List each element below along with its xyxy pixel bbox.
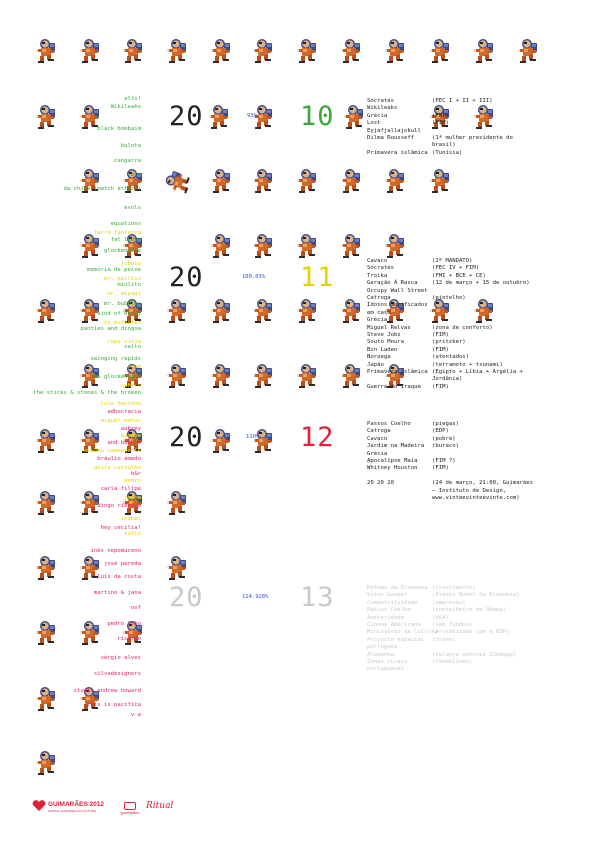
- event-name: Occupy Wall Street: [367, 287, 428, 294]
- event-note: (zona de conforto): [432, 324, 493, 331]
- percentage-label: 110%: [246, 434, 260, 440]
- event-note: Jordânia): [432, 376, 463, 383]
- astronaut-icon: [211, 428, 233, 454]
- credit-name: adhocracia: [107, 409, 141, 415]
- event-name: Austeridade: [367, 614, 405, 621]
- credit-name: salto: [124, 344, 141, 350]
- event-note: (piegas): [432, 421, 459, 427]
- event-name: Catroga: [367, 428, 391, 435]
- astronaut-icon: [430, 168, 452, 194]
- credit-name: sphere: [120, 383, 141, 389]
- credit-name: glockenwise: [103, 248, 141, 254]
- astronaut-icon: [167, 38, 189, 64]
- astronaut-icon: [211, 298, 233, 324]
- credit-name: ricardo: [117, 636, 141, 642]
- event-note: (Prémio Nobel da Economia): [432, 592, 520, 599]
- event-note: (pobre): [432, 435, 456, 442]
- astronaut-icon: [297, 38, 319, 64]
- event-note: (12 de março + 15 de outubro): [432, 280, 530, 287]
- event-note: www.vinteevinteevinte.com): [432, 495, 520, 501]
- credit-name: da chick (match attack): [63, 186, 141, 192]
- credit-name: bulota: [120, 143, 141, 149]
- credit-name: farra fanfarra: [93, 230, 141, 236]
- event-note: (Urano): [432, 636, 456, 643]
- event-name: Grécia: [367, 112, 388, 119]
- credit-name: lula hantene: [100, 401, 141, 407]
- event-name: Souto Moura: [367, 339, 405, 346]
- credit-name: luís da costa: [97, 574, 141, 580]
- credit-name: cangarra: [114, 158, 141, 164]
- astronaut-icon: [341, 363, 363, 389]
- astronaut-icon: [430, 38, 452, 64]
- event-name: Passos Coelho: [367, 607, 411, 614]
- astronaut-icon: [253, 428, 275, 454]
- astronaut-icon: [80, 38, 102, 64]
- credit-name: memória de peixe: [87, 267, 141, 273]
- credit-name: Wikileaks: [110, 104, 141, 110]
- event-name: Vítor Gaspar: [367, 592, 408, 599]
- credit-name: ropa vieja: [107, 339, 141, 345]
- year-suffix: 11: [300, 262, 335, 293]
- event-note: (atentados): [432, 354, 470, 361]
- event-name: Troika: [367, 272, 388, 279]
- year-suffix: 13: [300, 582, 335, 613]
- event-name: português: [367, 644, 398, 651]
- event-note: (pritzker): [432, 339, 466, 346]
- astronaut-icon: [36, 298, 58, 324]
- credit-name: amadeu campodonte: [83, 448, 141, 454]
- credit-name: fat ladyy: [110, 237, 141, 243]
- astronaut-icon: [36, 490, 58, 516]
- astronaut-icon: [474, 38, 496, 64]
- credit-name: mr. bubbles: [103, 301, 141, 307]
- year-prefix: 20: [169, 262, 204, 293]
- event-name: Eyjafjallajokull: [367, 127, 421, 134]
- event-note: (FIM): [432, 346, 449, 353]
- credit-name: miguel matos: [100, 418, 141, 424]
- event-name: 20 20 20: [367, 480, 394, 487]
- event-note: (FIM): [432, 120, 449, 127]
- ritual-logo: Ritual: [146, 801, 174, 811]
- credit-name: v-a: [130, 712, 141, 718]
- astronaut-icon: [36, 750, 58, 776]
- event-name: Japão: [367, 361, 384, 368]
- event-name: Primavera islâmica: [367, 369, 428, 375]
- astronaut-icon: [341, 233, 363, 259]
- event-note: (feudalismo): [432, 659, 473, 665]
- credit-name: b&r: [130, 471, 141, 477]
- credit-name: joana: [124, 495, 141, 501]
- credit-name: miolito: [117, 282, 141, 288]
- credit-name: swinging rapids: [90, 356, 141, 362]
- event-note: – Instituto de Design,: [432, 487, 507, 494]
- credit-name: tame: [127, 364, 141, 370]
- event-name: Retoma da Economia: [367, 585, 428, 591]
- astronaut-icon: [297, 168, 319, 194]
- event-note: (FIM): [432, 332, 449, 338]
- event-note: (FMI + BCE + CE): [432, 272, 486, 279]
- event-note: (privatizado com a EDP): [432, 629, 510, 636]
- event-name: Dilma Rousseff: [367, 135, 415, 141]
- shield-icon: [124, 802, 136, 810]
- credit-name: oof: [130, 605, 141, 611]
- event-name: Catroga: [367, 295, 391, 301]
- event-note: (PEC I + II + III): [432, 98, 493, 104]
- astronaut-icon: [167, 555, 189, 581]
- event-name: Ministério da Cultura: [367, 629, 438, 636]
- event-name: Passos Coelho: [367, 421, 411, 427]
- astronaut-icon: [211, 168, 233, 194]
- event-name: Sócrates: [367, 98, 394, 104]
- astronaut-icon: [211, 233, 233, 259]
- event-note: (crescimento): [432, 585, 476, 591]
- astronaut-icon: [36, 686, 58, 712]
- event-name: Lost: [367, 120, 381, 127]
- credit-name: os mutantes: [103, 320, 141, 326]
- astronaut-icon: [253, 168, 275, 194]
- event-name: Grécia: [367, 450, 388, 457]
- event-name: Jardim na Madeira: [367, 443, 425, 450]
- astronaut-icon: [253, 38, 275, 64]
- astronaut-icon: [518, 38, 540, 64]
- event-note: (Egipto + Líbia + Argélia +: [432, 369, 523, 375]
- year-suffix: 10: [300, 101, 335, 132]
- credit-name: mr. gallini: [103, 276, 141, 282]
- credit-name: dingo ribeiro: [97, 503, 141, 509]
- event-name: Cavaco: [367, 435, 388, 442]
- event-name: Cinema Americano: [367, 622, 421, 628]
- event-note: (EDP): [432, 428, 449, 435]
- credit-name: isabel: [120, 516, 141, 522]
- logo-subtitle: CAPITAL EUROPEIA DA CULTURA: [48, 809, 96, 813]
- astronaut-icon: [341, 168, 363, 194]
- astronaut-icon: [167, 490, 189, 516]
- event-note: (FIM): [432, 465, 449, 472]
- astronaut-icon: [36, 104, 58, 130]
- credit-name: pedro: [124, 478, 141, 484]
- event-name: Wikileaks: [367, 105, 398, 112]
- credit-name: black bombaim: [97, 126, 141, 132]
- astronaut-icon: [36, 620, 58, 646]
- credit-name: and bubble: [107, 440, 141, 446]
- event-note: brasil): [432, 142, 456, 149]
- event-name: Cavaco: [367, 258, 388, 264]
- astronaut-icon: [209, 104, 231, 130]
- credit-name: studio andrew howard: [73, 688, 141, 694]
- event-name: Idosos mumificados: [367, 302, 428, 309]
- astronaut-icon: [211, 38, 233, 64]
- event-note: (1ª mulher presidente do: [432, 135, 513, 141]
- astronaut-icon: [253, 298, 275, 324]
- credit-name: anita carvalho: [93, 465, 141, 471]
- credit-name: silvadesigners: [93, 671, 141, 677]
- percentage-label: 93%: [247, 113, 257, 119]
- astronaut-icon: [344, 104, 366, 130]
- event-note: (pintelho): [432, 295, 466, 301]
- event-name: Miguel Relvas: [367, 324, 411, 331]
- credit-name: evols: [124, 205, 141, 211]
- astronaut-icon: [385, 168, 407, 194]
- astronaut-icon: [167, 298, 189, 324]
- astronaut-icon: [167, 363, 189, 389]
- astronaut-icon: [253, 233, 275, 259]
- credit-name: this is pacifica: [87, 702, 141, 708]
- event-name: portuguesas: [367, 666, 405, 673]
- guimaraes-city-logo: [120, 802, 140, 815]
- credit-name: panties and dingoa: [80, 326, 141, 332]
- astronaut-icon: [341, 298, 363, 324]
- astronaut-icon: [36, 555, 58, 581]
- event-name: Whitney Houston: [367, 465, 418, 472]
- astronaut-icon: [36, 428, 58, 454]
- credit-name: aubrey: [120, 426, 141, 432]
- percentage-label: 114.928%: [242, 594, 269, 600]
- credit-name: tutto: [124, 531, 141, 537]
- logo-title: GUIMARÃES 2012: [48, 801, 104, 808]
- year-suffix: 12: [300, 422, 335, 453]
- event-name: Grécia: [367, 317, 388, 324]
- event-name: Alemanha: [367, 651, 394, 658]
- event-name: Bin Laden: [367, 346, 398, 353]
- event-note: (Tunísia): [432, 149, 463, 156]
- event-name: Steve Jobs: [367, 332, 401, 338]
- event-name: Guerra do Iraque: [367, 383, 421, 390]
- event-name: Geração À Rasca: [367, 280, 418, 287]
- credit-name: alto!: [124, 96, 141, 102]
- event-name: Noruega: [367, 354, 391, 361]
- event-note: (FIM ?): [432, 458, 456, 464]
- event-note: (terramoto + tsunami): [432, 361, 503, 368]
- event-name: em casa: [367, 309, 391, 316]
- event-note: (sem fundos): [432, 622, 473, 628]
- event-note: (buraco): [432, 443, 459, 450]
- event-name: Zonas rurais: [367, 659, 408, 665]
- astronaut-icon: [36, 38, 58, 64]
- credit-name: bardas: [120, 433, 141, 439]
- astronaut-icon: [297, 233, 319, 259]
- credit-name: josé pereda: [103, 561, 141, 567]
- event-name: Competitividade: [367, 599, 418, 606]
- astronaut-icon: [341, 38, 363, 64]
- event-name: Sócrates: [367, 265, 394, 272]
- credit-name: inês nepomuceno: [90, 548, 141, 554]
- credit-name: bráulio amado: [97, 456, 141, 462]
- credit-name: martino & jana: [93, 590, 141, 596]
- event-name: Primavera islâmica: [367, 149, 428, 156]
- event-note: (2º MANDATO): [432, 258, 473, 264]
- astronaut-icon: [253, 363, 275, 389]
- event-note: (FIM): [432, 383, 449, 390]
- credit-name: mr. miyagi: [107, 291, 141, 297]
- year-prefix: 20: [169, 582, 204, 613]
- event-note: (PEC IV + FIM): [432, 265, 480, 272]
- event-note: (empresas): [432, 599, 466, 606]
- credit-name: sérgio alves: [100, 655, 141, 661]
- astronaut-icon: [80, 620, 102, 646]
- credit-name: jibóia: [120, 261, 141, 267]
- event-note: (USA): [432, 614, 449, 621]
- credit-name: carla filipe: [100, 486, 141, 492]
- heart-icon: [32, 800, 46, 812]
- astronaut-icon: [80, 233, 102, 259]
- event-name: Apocalipse Maia: [367, 458, 418, 464]
- credit-name: the glockenwise: [90, 374, 141, 380]
- astronaut-icon: [474, 104, 496, 130]
- year-prefix: 20: [169, 422, 204, 453]
- event-note: (24 de março, 21:00, Guimarães: [432, 480, 534, 487]
- astronaut-icon: [297, 298, 319, 324]
- astronaut-icon: [385, 38, 407, 64]
- event-note: (relança motores Zündapp): [432, 651, 517, 658]
- credit-name: kind of bunny: [97, 311, 141, 317]
- event-note: (FMI): [432, 112, 449, 119]
- logo2-text: guimarães: [120, 810, 140, 815]
- astronaut-icon: [211, 363, 233, 389]
- credit-name: cats: [127, 172, 141, 178]
- event-note: (conselheiro de Obama): [432, 607, 507, 614]
- credit-name: equations: [110, 221, 141, 227]
- credit-name: the sticks & stones & the broken: [33, 390, 141, 396]
- astronaut-icon: [474, 298, 496, 324]
- astronaut-icon: [167, 168, 189, 194]
- event-name: Projecto espacial: [367, 636, 425, 643]
- astronaut-icon: [297, 363, 319, 389]
- credit-name: pedro lobo: [107, 621, 141, 627]
- percentage-label: 100.03%: [242, 274, 266, 280]
- astronaut-icon: [123, 38, 145, 64]
- astronaut-icon: [385, 233, 407, 259]
- credit-name: hey cecília!: [100, 525, 141, 531]
- year-prefix: 20: [169, 101, 204, 132]
